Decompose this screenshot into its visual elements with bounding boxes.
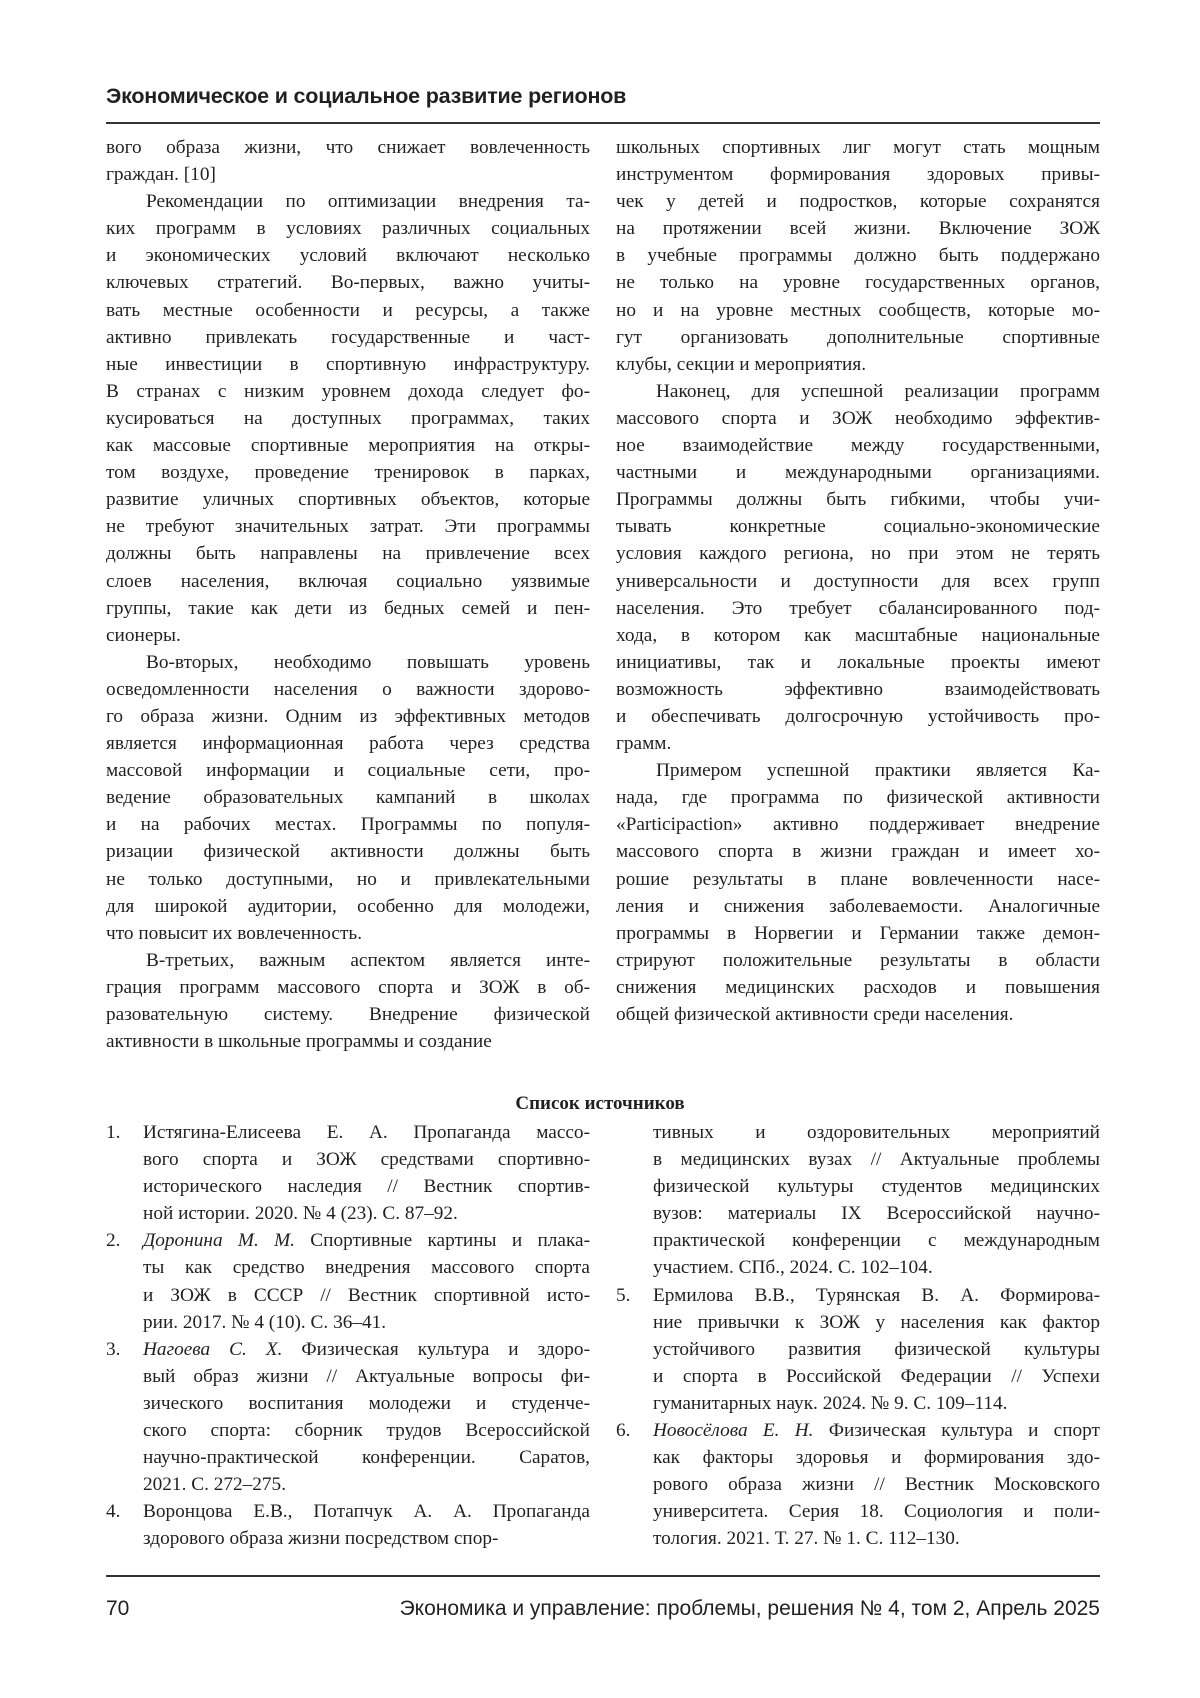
text-line: для широкой аудитории, особенно для молодежи, [106,895,590,917]
text-line: условия каждого региона, но при этом не терять [616,543,1100,565]
text-line: в учебные программы должно быть поддержано [616,245,1100,267]
text-line: ких программ в условиях различных социальных [106,218,590,240]
reference-item [616,1417,1100,1552]
references-column-left [106,1119,590,1553]
reference-line: Истягина-Елисеева Е. А. Пропаганда массо- [143,1122,590,1143]
reference-item [106,1119,590,1227]
text-line: инструментом формирования здоровых привы- [616,164,1100,186]
reference-line: вого спорта и ЗОЖ средствами спортивно- [143,1149,590,1171]
text-line: граждан. [10] [106,164,216,186]
paragraph [616,134,1100,378]
journal-citation: Экономика и управление: проблемы, решения № 4, том 2, Апрель 2025 [399,1597,1100,1620]
reference-number: 5. [616,1284,631,1306]
running-header: Экономическое и социальное развитие регионов [106,84,627,108]
references-title: Список источников [515,1093,685,1114]
text-line: инициативы, так и локальные проекты имеют [616,651,1100,673]
text-line: осведомленности населения о важности здорово- [106,678,590,700]
text-line: что повысит их вовлеченность. [106,922,363,944]
text-line: ключевых стратегий. Во-первых, важно учиты- [106,272,590,294]
text-line: чек у детей и подростков, которые сохранятся [616,191,1100,213]
reference-line: физической культуры студентов медицинских [653,1176,1100,1198]
body-column-right [616,134,1100,1028]
reference-line [143,1227,590,1254]
text-line: должны быть направлены на привлечение всех [106,543,590,565]
reference-line: гуманитарных наук. 2024. № 9. С. 109–114. [653,1392,1008,1414]
reference-line: 2021. С. 272–275. [143,1474,287,1496]
text-line: нада, где программа по физической активности [616,787,1100,809]
text-line: грамм. [616,733,672,755]
reference-item [106,1227,590,1335]
reference-number: 2. [106,1230,121,1252]
paragraph [616,378,1100,757]
text-line: программы в Норвегии и Германии также демон- [616,922,1100,944]
text-line: активно привлекать государственные и част- [106,326,590,348]
paragraph [106,188,590,649]
text-line: не требуют значительных затрат. Эти программы [106,516,590,538]
reference-line: ние привычки к ЗОЖ у населения как фактор [653,1311,1100,1333]
text-line: является информационная работа через средства [106,733,590,755]
text-line: не только на уровне государственных органов, [616,272,1100,294]
reference-line: научно-практической конференции. Саратов, [143,1447,590,1469]
references-column-right [616,1119,1100,1553]
text-line: снижения медицинских расходов и повышения [616,976,1100,998]
text-line: том воздухе, проведение тренировок в парках, [106,462,590,484]
text-line: Во-вторых, необходимо повышать уровень [146,651,590,673]
text-line: Рекомендации по оптимизации внедрения та- [146,191,590,213]
reference-line: здорового образа жизни посредством спор- [143,1528,499,1550]
text-line: универсальности и доступности для всех групп [616,570,1100,592]
text-line: возможность эффективно взаимодействовать [616,678,1100,700]
text-line: В странах с низким уровнем дохода следует фо- [106,380,590,402]
text-line: клубы, секции и мероприятия. [616,353,867,375]
reference-line: тивных и оздоровительных мероприятий [653,1122,1100,1143]
text-line: Программы должны быть гибкими, чтобы учи- [616,489,1100,511]
text-line: не только доступными, но и привлекательными [106,868,590,890]
text-line: Наконец, для успешной реализации программ [656,380,1100,402]
reference-line: ты как средство внедрения массового спорта [143,1257,590,1279]
text-line: общей физической активности среди населения. [616,1004,1014,1025]
text-line: населения. Это требует сбалансированного под- [616,597,1100,619]
text-line: грация программ массового спорта и ЗОЖ в об- [106,976,590,998]
text-line: и экономических условий включают несколько [106,245,590,267]
header-divider [106,122,1100,124]
reference-item [616,1282,1100,1417]
text-line: «Participaction» активно поддерживает внедрение [616,814,1100,836]
text-line: вать местные особенности и ресурсы, а также [106,299,590,321]
reference-line: рового образа жизни // Вестник Московского [653,1474,1100,1496]
text-line: активности в школьные программы и создание [106,1031,492,1053]
text-line: как массовые спортивные мероприятия на откры- [106,435,590,457]
text-line: тывать конкретные социально-экономические [616,516,1100,538]
reference-item [616,1119,1100,1282]
footer-divider [106,1575,1100,1577]
reference-number: 3. [106,1338,121,1360]
text-line: В-третьих, важным аспектом является инте- [146,949,590,971]
text-line: ное взаимодействие между государственными, [616,435,1100,457]
text-line: и обеспечивать долгосрочную устойчивость про- [616,705,1100,727]
reference-line: вый образ жизни // Актуальные вопросы фи- [143,1365,590,1387]
paragraph [106,649,590,947]
reference-text: Физическая культура и здоро- [282,1338,590,1360]
reference-line: тология. 2021. Т. 27. № 1. С. 112–130. [653,1528,960,1550]
text-line: массового спорта и ЗОЖ необходимо эффектив- [616,407,1100,429]
text-line: частными и международными организациями. [616,462,1100,484]
text-line: группы, такие как дети из бедных семей и пен- [106,597,590,619]
reference-number: 6. [616,1420,631,1442]
reference-line [653,1417,1100,1444]
text-line: ведение образовательных кампаний в школах [106,787,590,809]
text-line: слоев населения, включая социально уязвимые [106,570,590,592]
reference-line: и ЗОЖ в СССР // Вестник спортивной исто- [143,1284,590,1306]
reference-text: Спортивные картины и плака- [294,1230,590,1252]
reference-item [106,1336,590,1499]
text-line: стрируют положительные результаты в области [616,949,1100,971]
reference-line: исторического наследия // Вестник спортив- [143,1176,590,1198]
text-line: рошие результаты в плане вовлеченности насе- [616,868,1100,890]
reference-item [106,1498,590,1552]
text-line: го образа жизни. Одним из эффективных методов [106,705,590,727]
text-line: Примером успешной практики является Ка- [656,760,1100,782]
text-line: разовательную систему. Внедрение физической [106,1004,590,1025]
reference-line: как факторы здоровья и формирования здо- [653,1447,1100,1469]
reference-author: Нагоева С. Х. [143,1338,283,1360]
reference-number: 4. [106,1501,121,1523]
reference-line: Воронцова Е.В., Потапчук А. А. Пропаганда [143,1501,590,1523]
text-line: хода, в котором как масштабные национальные [616,624,1100,646]
text-line: гут организовать дополнительные спортивные [616,326,1100,348]
text-line: и на рабочих местах. Программы по популя- [106,814,590,836]
reference-author: Доронина М. М. [143,1230,295,1252]
body-column-left [106,134,590,1055]
reference-number: 1. [106,1122,121,1143]
reference-line: Ермилова В.В., Турянская В. А. Формирова- [653,1284,1100,1306]
paragraph [616,757,1100,1028]
reference-line: и спорта в Российской Федерации // Успехи [653,1365,1100,1387]
text-line: ления и снижения заболеваемости. Аналогичные [616,895,1100,917]
reference-line: зического воспитания молодежи и студенче- [143,1392,590,1414]
reference-line: рии. 2017. № 4 (10). С. 36–41. [143,1311,387,1333]
paragraph [106,947,590,1055]
reference-text: Физическая культура и спорт [813,1420,1100,1442]
reference-line: участием. СПб., 2024. С. 102–104. [653,1257,933,1279]
text-line: ные инвестиции в спортивную инфраструктуру. [106,353,590,375]
text-line: ризации физической активности должны быть [106,841,590,863]
text-line: но и на уровне местных сообществ, которые мо- [616,299,1100,321]
text-line: массового спорта в жизни граждан и имеет хо- [616,841,1100,863]
text-line: массовой информации и социальные сети, про- [106,760,590,782]
text-line: кусироваться на доступных программах, таких [106,407,590,429]
paragraph [106,134,590,188]
text-line: на протяжении всей жизни. Включение ЗОЖ [616,218,1100,240]
reference-line: вузов: материалы IX Всероссийской научно- [653,1203,1100,1225]
text-line: сионеры. [106,624,181,646]
reference-line: устойчивого развития физической культуры [653,1338,1100,1360]
reference-line [143,1336,590,1363]
reference-line: ского спорта: сборник трудов Всероссийской [143,1420,590,1442]
page-number: 70 [106,1597,130,1620]
reference-line: в медицинских вузах // Актуальные проблемы [653,1149,1100,1171]
text-line: развитие уличных спортивных объектов, которые [106,489,590,511]
reference-author: Новосёлова Е. Н. [653,1420,814,1442]
text-line: вого образа жизни, что снижает вовлеченность [106,137,590,158]
reference-line: ной истории. 2020. № 4 (23). С. 87–92. [143,1203,458,1225]
reference-line: университета. Серия 18. Социология и поли- [653,1501,1100,1523]
text-line: школьных спортивных лиг могут стать мощным [616,137,1100,158]
reference-line: практической конференции с международным [653,1230,1100,1252]
